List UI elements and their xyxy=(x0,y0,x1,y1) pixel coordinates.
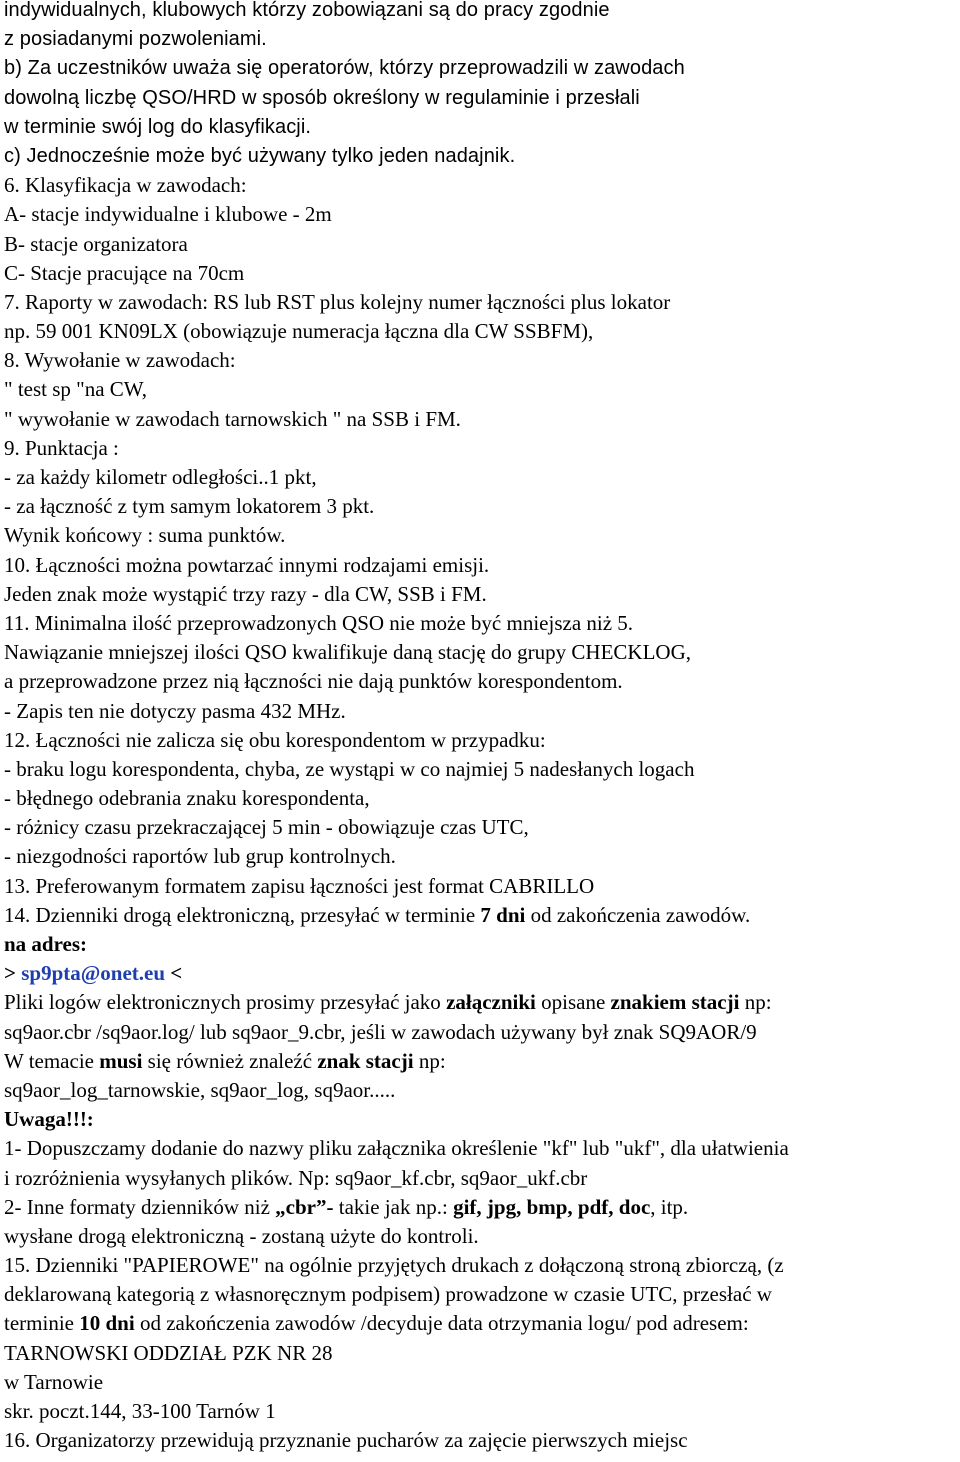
text-line: w terminie swój log do klasyfikacji. xyxy=(4,115,312,138)
text-span: terminie xyxy=(4,1311,80,1336)
text-line: B- stacje organizatora xyxy=(4,231,188,256)
text-line: A- stacje indywidualne i klubowe - 2m xyxy=(4,202,332,227)
text-span: , itp. xyxy=(650,1194,689,1219)
text-line: deklarowaną kategorią z własnoręcznym podpisem) prowadzone w czasie UTC, przesłać w xyxy=(4,1282,772,1307)
text-span: < xyxy=(165,961,183,986)
deadline-bold: 7 dni xyxy=(480,902,526,927)
text-span: od zakończenia zawodów /decyduje data otrzymania logu/ pod adresem: xyxy=(134,1311,749,1336)
station-sign-bold: znakiem stacji xyxy=(610,990,740,1015)
text-span: takie jak np.: xyxy=(333,1194,454,1219)
deadline-bold: 10 dni xyxy=(79,1311,135,1336)
section-heading: 7. Raporty w zawodach: RS lub RST plus kolejny numer łączności plus lokator xyxy=(4,289,671,314)
must-bold: musi xyxy=(99,1048,143,1073)
text-line xyxy=(4,1309,960,1338)
text-line: - różnicy czasu przekraczającej 5 min - obowiązuje czas UTC, xyxy=(4,815,529,840)
formats-bold: gif, jpg, bmp, pdf, doc xyxy=(453,1194,651,1219)
text-line: c) Jednocześnie może być używany tylko jeden nadajnik. xyxy=(4,144,516,167)
email-line xyxy=(4,959,960,988)
section-heading: 13. Preferowanym formatem zapisu łączności jest format CABRILLO xyxy=(4,873,595,898)
text-line: " test sp "na CW, xyxy=(4,377,147,402)
text-span: od zakończenia zawodów. xyxy=(525,902,751,927)
text-line: - Zapis ten nie dotyczy pasma 432 MHz. xyxy=(4,698,346,723)
section-heading: 12. Łączności nie zalicza się obu korespondentom w przypadku: xyxy=(4,727,546,752)
postal-address-line: w Tarnowie xyxy=(4,1369,104,1394)
text-line: b) Za uczestników uważa się operatorów, którzy przeprowadzili w zawodach xyxy=(4,57,685,80)
text-span: 2- Inne formaty dzienników niż xyxy=(4,1194,276,1219)
text-line: dowolną liczbę QSO/HRD w sposób określony w regulaminie i przesłali xyxy=(4,86,640,109)
text-span: np: xyxy=(413,1048,446,1073)
text-span: > xyxy=(4,961,22,986)
cbr-format-bold: „cbr”- xyxy=(275,1194,334,1219)
text-span: Pliki logów elektronicznych prosimy przesyłać jako xyxy=(4,990,447,1015)
text-span: się również znaleźć xyxy=(142,1048,318,1073)
text-line: C- Stacje pracujące na 70cm xyxy=(4,260,245,285)
text-line: - braku logu korespondenta, chyba, ze wystąpi w co najmiej 5 nadesłanych logach xyxy=(4,756,695,781)
section-heading: 10. Łączności można powtarzać innymi rodzajami emisji. xyxy=(4,552,490,577)
text-line: indywidualnych, klubowych którzy zobowiązani są do pracy zgodnie xyxy=(4,0,610,21)
text-line: sq9aor_log_tarnowskie, sq9aor_log, sq9aor..... xyxy=(4,1077,396,1102)
section-heading: 9. Punktacja : xyxy=(4,435,119,460)
warning-heading: Uwaga!!!: xyxy=(4,1107,94,1132)
text-line: - błędnego odebrania znaku korespondenta, xyxy=(4,786,370,811)
station-sign-bold: znak stacji xyxy=(317,1048,414,1073)
text-line: Wynik końcowy : suma punktów. xyxy=(4,523,286,548)
text-line: z posiadanymi pozwoleniami. xyxy=(4,28,267,51)
text-line xyxy=(4,988,960,1017)
text-line: Nawiązanie mniejszej ilości QSO kwalifikuje daną stację do grupy CHECKLOG, xyxy=(4,640,691,665)
text-line: " wywołanie w zawodach tarnowskich " na SSB i FM. xyxy=(4,406,461,431)
postal-address-line: TARNOWSKI ODDZIAŁ PZK NR 28 xyxy=(4,1340,333,1365)
email-link[interactable]: sp9pta@onet.eu xyxy=(21,961,166,986)
text-span: np: xyxy=(739,990,772,1015)
text-line: wysłane drogą elektroniczną - zostaną użyte do kontroli. xyxy=(4,1223,479,1248)
text-line: 1- Dopuszczamy dodanie do nazwy pliku załącznika określenie "kf" lub "ukf", dla ułatwienia xyxy=(4,1136,789,1161)
postal-address-line: skr. poczt.144, 33-100 Tarnów 1 xyxy=(4,1399,276,1423)
text-span: 14. Dzienniki drogą elektroniczną, przesyłać w terminie xyxy=(4,902,481,927)
section-heading: 16. Organizatorzy przewidują przyznanie pucharów za zajęcie pierwszych miejsc xyxy=(4,1428,688,1453)
attachments-bold: załączniki xyxy=(446,990,536,1015)
text-line: np. 59 001 KN09LX (obowiązuje numeracja łączna dla CW SSBFM), xyxy=(4,319,594,344)
text-span: opisane xyxy=(535,990,611,1015)
text-line: a przeprowadzone przez nią łączności nie dają punktów korespondentom. xyxy=(4,669,623,694)
address-label: na adres: xyxy=(4,932,88,956)
text-line: Jeden znak może wystąpić trzy razy - dla CW, SSB i FM. xyxy=(4,581,487,606)
section-heading: 15. Dzienniki "PAPIEROWE" na ogólnie przyjętych drukach z dołączoną stroną zbiorczą, (z xyxy=(4,1253,784,1278)
text-line: - za łączność z tym samym lokatorem 3 pkt. xyxy=(4,494,375,519)
section-heading xyxy=(4,901,960,930)
text-line: i rozróżnienia wysyłanych plików. Np: sq9aor_kf.cbr, sq9aor_ukf.cbr xyxy=(4,1165,588,1190)
section-heading: 6. Klasyfikacja w zawodach: xyxy=(4,173,247,198)
text-line xyxy=(4,1047,960,1076)
text-line: sq9aor.cbr /sq9aor.log/ lub sq9aor_9.cbr, jeśli w zawodach używany był znak SQ9AOR/9 xyxy=(4,1019,757,1044)
text-line: - za każdy kilometr odległości..1 pkt, xyxy=(4,465,317,489)
text-span: W temacie xyxy=(4,1048,100,1073)
section-heading: 8. Wywołanie w zawodach: xyxy=(4,348,236,373)
section-heading: 11. Minimalna ilość przeprowadzonych QSO nie może być mniejsza niż 5. xyxy=(4,610,634,635)
text-line xyxy=(4,1193,960,1222)
text-line: - niezgodności raportów lub grup kontrolnych. xyxy=(4,844,396,869)
